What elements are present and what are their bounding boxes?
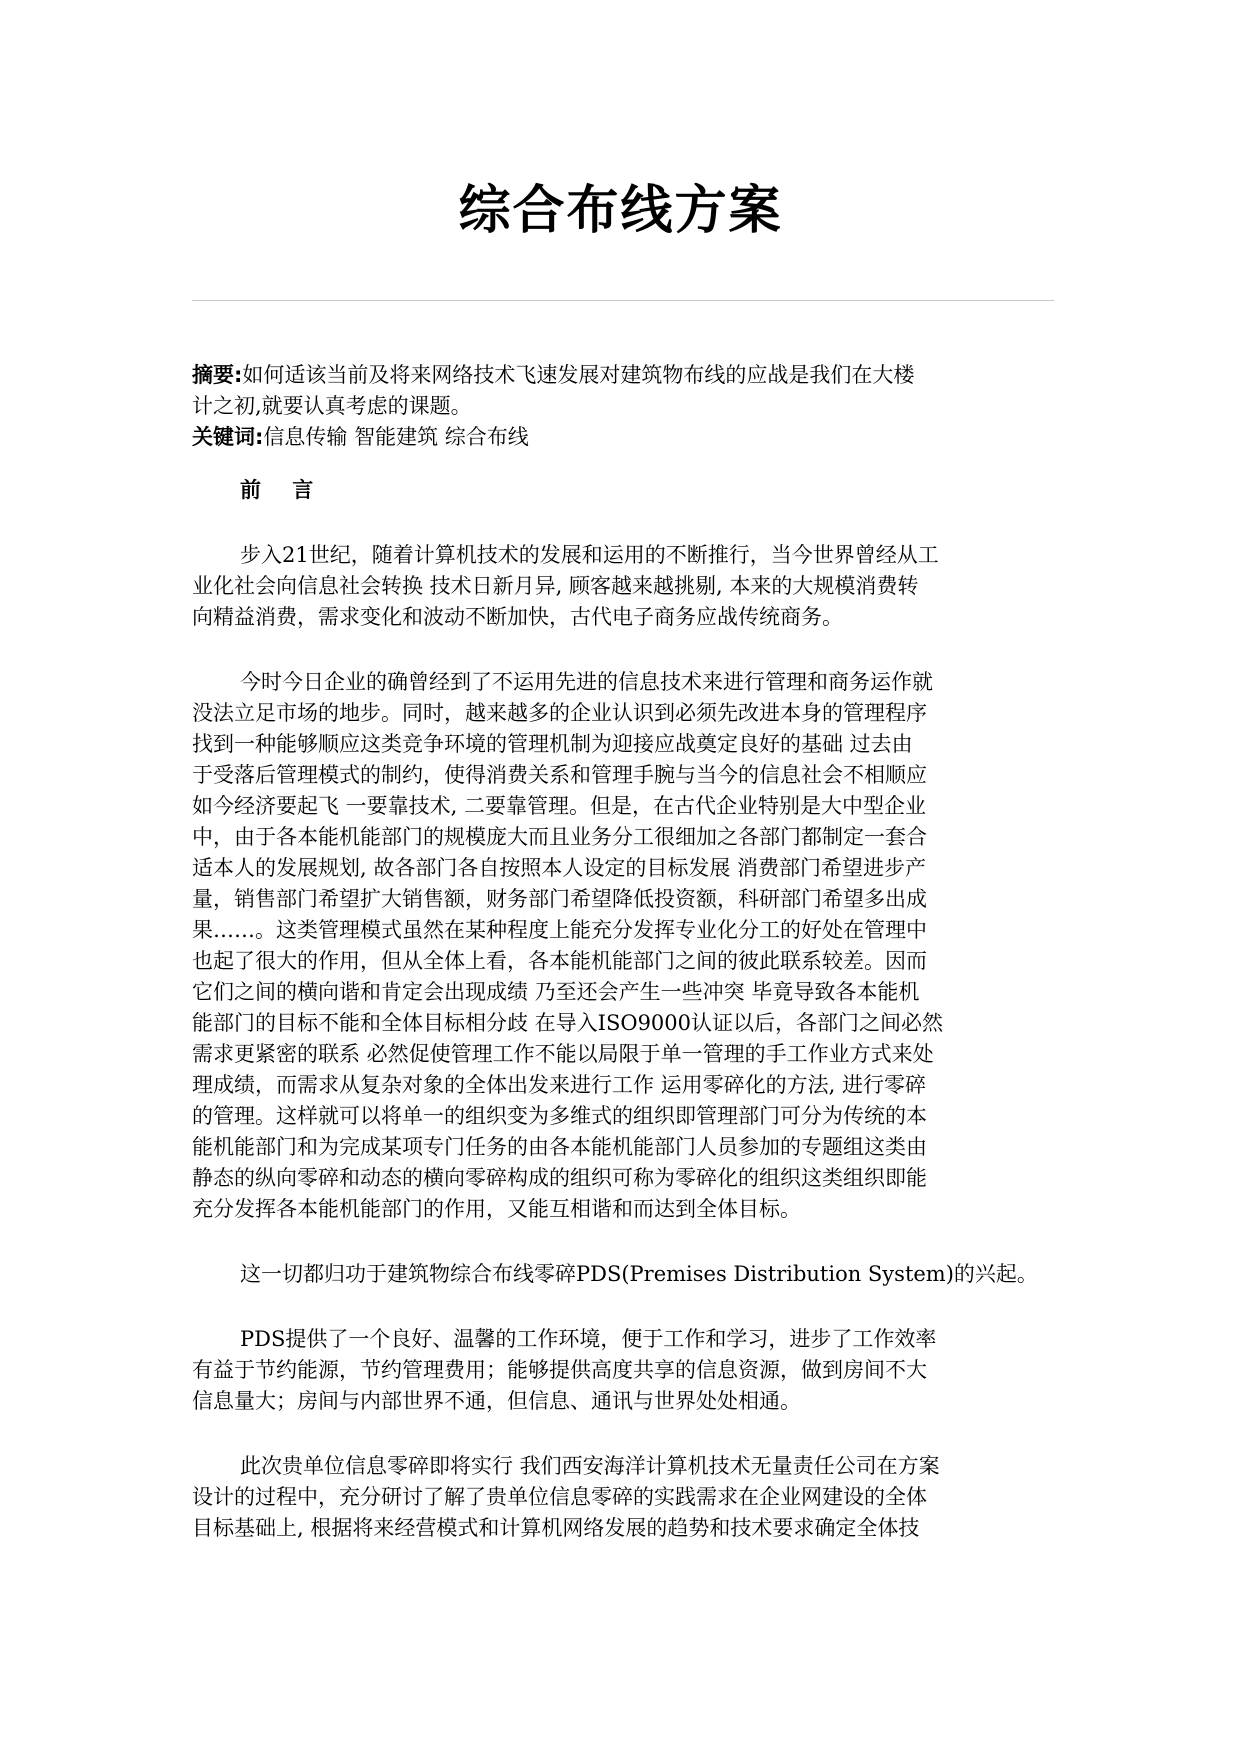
keywords-text: 信息传输 智能建筑 综合布线	[263, 425, 529, 449]
paragraph-line: 业化社会向信息社会转换 技术日新月异, 顾客越来越挑剔, 本来的大规模消费转	[192, 574, 919, 598]
paragraph-2	[192, 667, 1054, 1225]
paragraph-line: 能部门的目标不能和全体目标相分歧 在导入ISO9000认证以后，各部门之间必然	[192, 1011, 944, 1035]
title-divider	[192, 300, 1054, 301]
paragraph-line: 量，销售部门希望扩大销售额，财务部门希望降低投资额，科研部门希望多出成	[192, 887, 927, 911]
paragraph-line: 适本人的发展规划, 故各部门各自按照本人设定的目标发展 消费部门希望进步产	[192, 856, 927, 880]
paragraph-line: 的管理。这样就可以将单一的组织变为多维式的组织即管理部门可分为传统的本	[192, 1104, 927, 1128]
spacer	[192, 1225, 1054, 1259]
paragraph-line: 有益于节约能源，节约管理费用；能够提供高度共享的信息资源，做到房间不大	[192, 1358, 927, 1382]
paragraph-1	[192, 540, 1054, 633]
paragraph-line: 这一切都归功于建筑物综合布线零碎PDS(Premises Distribution System)的兴起。	[240, 1262, 1038, 1286]
paragraph-3	[192, 1259, 1054, 1290]
paragraph-line: 如今经济要起飞 一要靠技术, 二要靠管理。但是，在古代企业特别是大中型企业	[192, 794, 927, 818]
paragraph-line: 能机能部门和为完成某项专门任务的由各本能机能部门人员参加的专题组这类由	[192, 1135, 927, 1159]
spacer	[192, 633, 1054, 667]
paragraph-line: 今时今日企业的确曾经到了不运用先进的信息技术来进行管理和商务运作就	[240, 670, 933, 694]
paragraph-line: 步入21世纪，随着计算机技术的发展和运用的不断推行，当今世界曾经从工	[240, 543, 939, 567]
paragraph-line: 此次贵单位信息零碎即将实行 我们西安海洋计算机技术无量责任公司在方案	[240, 1454, 940, 1478]
abstract-line-2: 计之初,就要认真考虑的课题。	[192, 394, 472, 418]
paragraph-line: 没法立足市场的地步。同时，越来越多的企业认识到必须先改进本身的管理程序	[192, 701, 927, 725]
abstract-text-1: 如何适该当前及将来网络技术飞速发展对建筑物布线的应战是我们在大楼	[242, 363, 915, 387]
paragraph-line: PDS提供了一个良好、温馨的工作环境，便于工作和学习，进步了工作效率	[240, 1327, 937, 1351]
document-body	[192, 360, 1054, 1680]
spacer	[192, 453, 1054, 475]
document-title: 综合布线方案	[458, 181, 783, 241]
abstract-line-1	[192, 360, 1054, 391]
paragraph-line: 目标基础上, 根据将来经营模式和计算机网络发展的趋势和技术要求确定全体技	[192, 1516, 920, 1540]
paragraph-line: 也起了很大的作用，但从全体上看，各本能机能部门之间的彼此联系较差。因而	[192, 949, 927, 973]
paragraph-4	[192, 1324, 1054, 1417]
section-heading: 前 言	[240, 478, 326, 502]
paragraph-line: 中，由于各本能机能部门的规模庞大而且业务分工很细加之各部门都制定一套合	[192, 825, 927, 849]
paragraph-line: 它们之间的横向谐和肯定会出现成绩 乃至还会产生一些冲突 毕竟导致各本能机	[192, 980, 920, 1004]
keywords-line	[192, 422, 1054, 453]
paragraph-line: 信息量大；房间与内部世界不通，但信息、通讯与世界处处相通。	[192, 1389, 801, 1413]
paragraph-5	[192, 1451, 1054, 1544]
paragraph-line: 向精益消费，需求变化和波动不断加快，古代电子商务应战传统商务。	[192, 605, 843, 629]
paragraph-line: 充分发挥各本能机能部门的作用，又能互相谐和而达到全体目标。	[192, 1197, 801, 1221]
paragraph-line: 静态的纵向零碎和动态的横向零碎构成的组织可称为零碎化的组织这类组织即能	[192, 1166, 927, 1190]
spacer	[192, 1290, 1054, 1324]
keywords-label: 关键词:	[192, 425, 264, 449]
spacer	[192, 1417, 1054, 1451]
spacer	[192, 506, 1054, 540]
paragraph-line: 设计的过程中，充分研讨了解了贵单位信息零碎的实践需求在企业网建设的全体	[192, 1485, 927, 1509]
paragraph-line: 需求更紧密的联系 必然促使管理工作不能以局限于单一管理的手工作业方式来处	[192, 1042, 934, 1066]
paragraph-line: 理成绩，而需求从复杂对象的全体出发来进行工作 运用零碎化的方法, 进行零碎	[192, 1073, 927, 1097]
abstract-label: 摘要:	[192, 363, 243, 387]
paragraph-line: 找到一种能够顺应这类竞争环境的管理机制为迎接应战奠定良好的基础 过去由	[192, 732, 913, 756]
paragraph-line: 果……。这类管理模式虽然在某种程度上能充分发挥专业化分工的好处在管理中	[192, 918, 927, 942]
paragraph-line: 于受落后管理模式的制约，使得消费关系和管理手腕与当今的信息社会不相顺应	[192, 763, 927, 787]
